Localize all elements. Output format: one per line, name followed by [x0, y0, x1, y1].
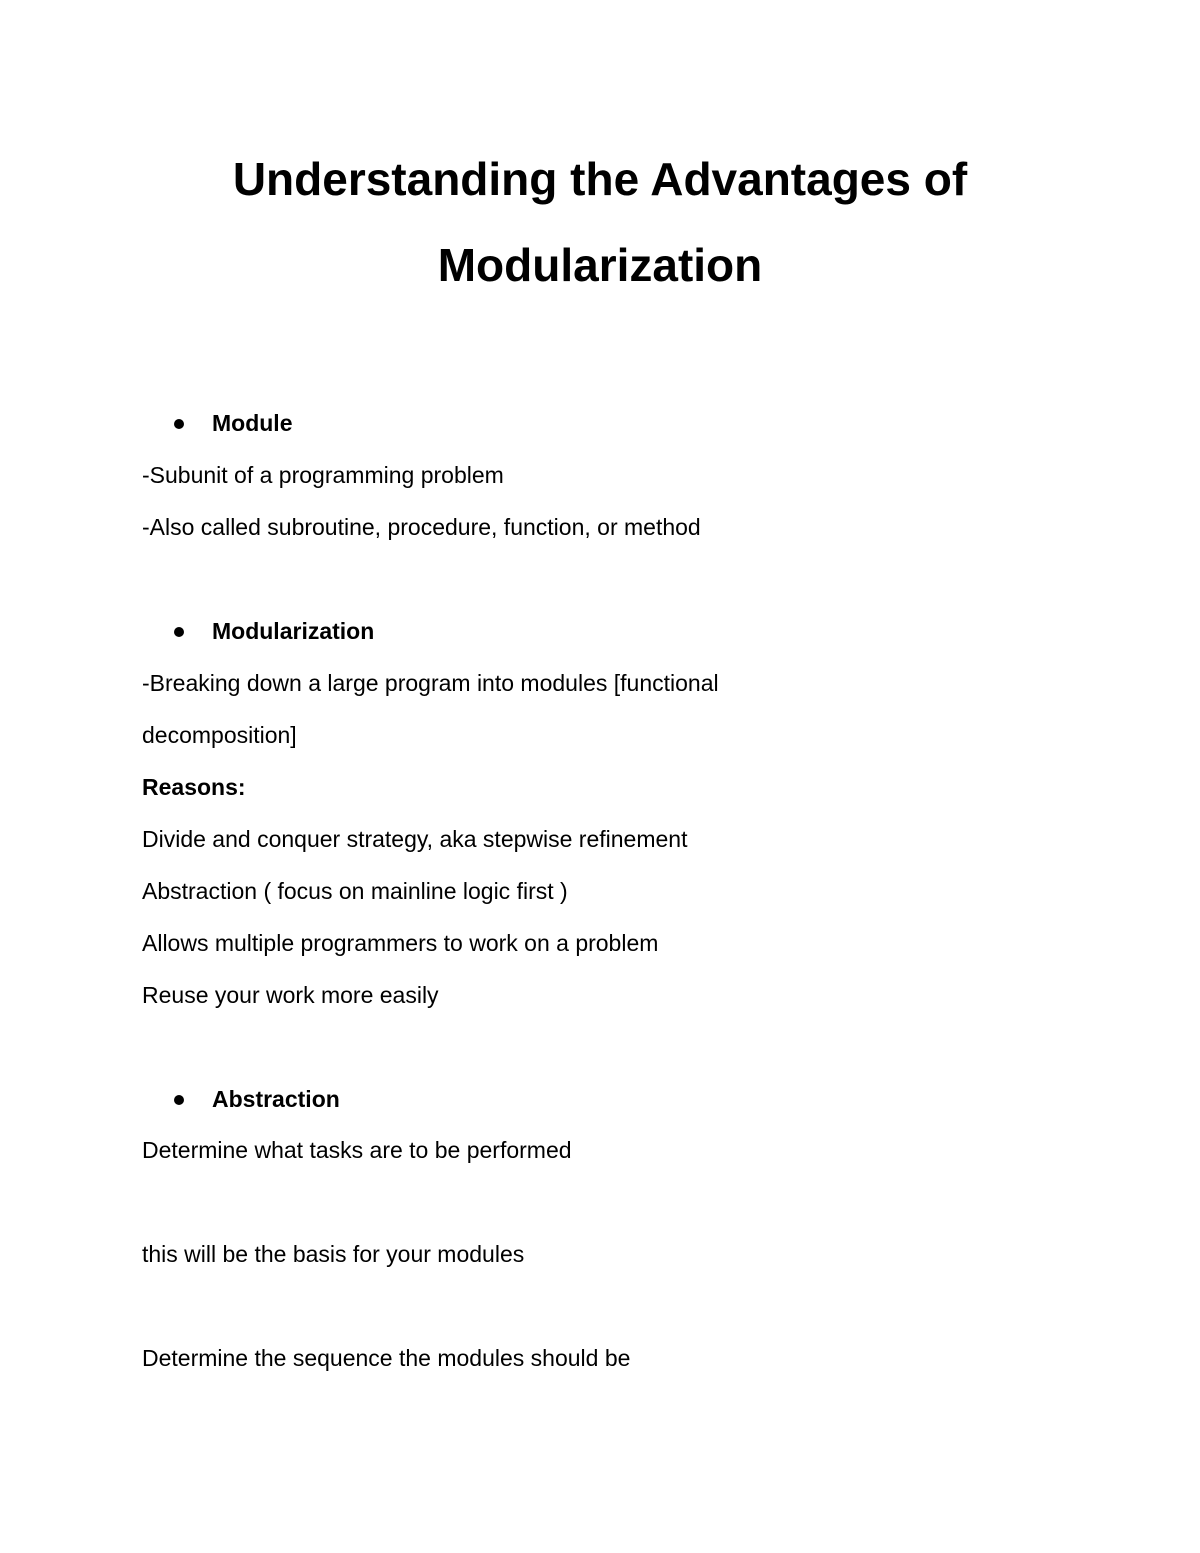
bullet-dot-icon [174, 1095, 184, 1105]
reasons-label: Reasons: [142, 774, 246, 800]
section-heading-abstraction: Abstraction [212, 1086, 340, 1112]
bullet-dot-icon [174, 419, 184, 429]
reason-item: Allows multiple programmers to work on a problem [142, 930, 659, 956]
bullet-dot-icon [174, 627, 184, 637]
reason-item: Divide and conquer strategy, aka stepwise refinement [142, 826, 688, 852]
modularization-line-1: -Breaking down a large program into modules [functional [142, 670, 719, 696]
abstraction-line-3: Determine the sequence the modules should be [142, 1345, 631, 1371]
abstraction-line-1: Determine what tasks are to be performed [142, 1137, 572, 1163]
document-title-line-2: Modularization [437, 239, 763, 291]
modularization-line-2: decomposition] [142, 722, 297, 748]
reason-item: Abstraction ( focus on mainline logic first ) [142, 878, 568, 904]
reason-item: Reuse your work more easily [142, 982, 439, 1008]
document-title-line-1: Understanding the Advantages of [232, 153, 968, 205]
abstraction-line-2: this will be the basis for your modules [142, 1241, 525, 1267]
section-heading-module: Module [212, 410, 293, 436]
module-line-2: -Also called subroutine, procedure, function, or method [142, 514, 701, 540]
section-heading-modularization: Modularization [212, 618, 375, 644]
module-line-1: -Subunit of a programming problem [142, 462, 504, 488]
